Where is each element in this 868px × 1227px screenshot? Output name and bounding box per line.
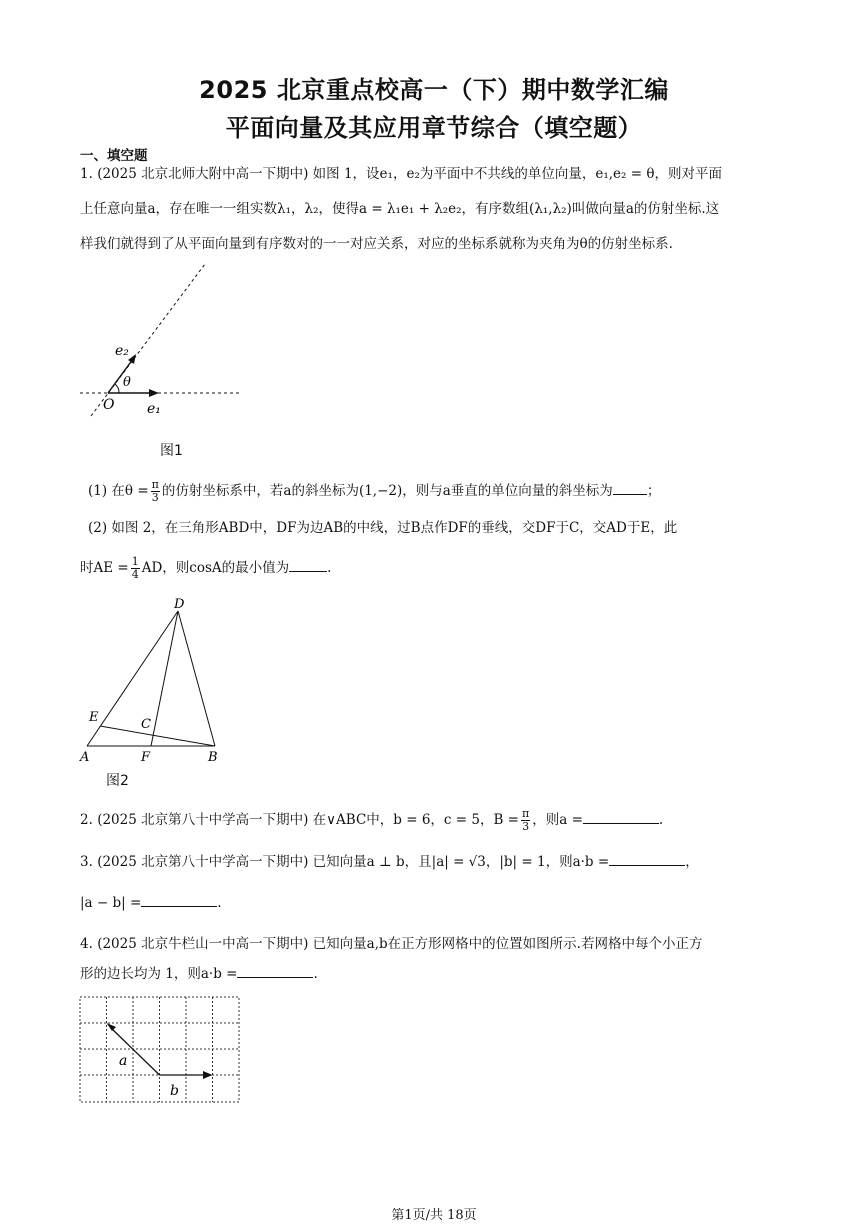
answer-blank[interactable] — [609, 853, 685, 866]
fig2-label-F: F — [141, 750, 151, 765]
q1-sub2-pre: 时AE = — [80, 560, 129, 576]
q1-line1 — [80, 164, 722, 184]
q4-line1 — [80, 934, 702, 954]
fraction-denominator: 3 — [151, 491, 159, 504]
q4-text-2: 形的边长均为 1，则a·b = — [80, 966, 238, 982]
fig2-label-B: B — [208, 750, 218, 765]
q1-sub2-end: . — [327, 560, 332, 576]
q3-line1 — [80, 852, 699, 872]
grid-label-b: b — [170, 1083, 179, 1099]
q1-sub1-pre: (1) 在θ = — [88, 483, 149, 499]
figure-1-affine-axes — [75, 258, 265, 428]
q4-source: (2025 北京牛栏山一中高一下期中) — [97, 936, 309, 952]
document-title-line1: 2025 北京重点校高一（下）期中数学汇编 — [199, 76, 669, 104]
q3-line2-end: . — [217, 895, 222, 911]
q4-line2-end: . — [313, 966, 318, 982]
fraction-denominator: 3 — [522, 820, 530, 833]
q4-line2 — [80, 964, 318, 984]
grid-label-a: a — [119, 1053, 128, 1069]
answer-blank[interactable] — [237, 965, 313, 978]
q1-sub1-fraction — [151, 479, 160, 504]
figure-2-triangle-abd — [75, 595, 235, 770]
fig2-label-D: D — [174, 597, 185, 612]
q3-text-2: |a − b| = — [80, 895, 142, 911]
q2-fraction — [521, 808, 530, 833]
answer-blank[interactable] — [613, 482, 647, 495]
fraction-denominator: 4 — [131, 568, 139, 581]
q1-line3: 样我们就得到了从平面向量到有序数对的一一对应关系，对应的坐标系就称为夹角为θ的仿射坐标系. — [80, 236, 673, 252]
fig1-label-e1: e₁ — [147, 401, 161, 417]
q3-number: 3. — [80, 854, 93, 870]
figure-2-caption: 图2 — [106, 773, 129, 789]
fig2-label-E: E — [89, 710, 99, 725]
q1-sub1-post: 的仿射坐标系中，若a的斜坐标为(1,−2)，则与a垂直的单位向量的斜坐标为 — [161, 483, 613, 499]
fraction-numerator: π — [151, 478, 159, 491]
fraction-numerator: π — [522, 807, 530, 820]
fig1-label-origin: O — [103, 397, 115, 413]
q1-line2: 上任意向量a，存在唯一一组实数λ₁，λ₂，使得a = λ₁e₁ + λ₂e₂，有序数组(λ₁,λ₂)叫做向量a的仿射坐标.这 — [80, 201, 720, 217]
q1-number: 1. — [80, 166, 93, 182]
answer-blank[interactable] — [141, 894, 217, 907]
q3-line2 — [80, 893, 222, 913]
q2-end: . — [658, 812, 664, 828]
q2-number: 2. — [80, 812, 93, 828]
q1-sub2-fraction — [131, 556, 140, 581]
figure-vector-grid — [79, 995, 243, 1105]
q1-sub2-line1: (2) 如图 2，在三角形ABD中，DF为边AB的中线，过B点作DF的垂线，交DF于C，交AD于E，此 — [88, 520, 678, 536]
q2-post: ，则a = — [532, 812, 583, 828]
q3-text-1: 已知向量a ⊥ b，且|a| = √3，|b| = 1，则a·b = — [312, 854, 610, 870]
q4-text-1: 已知向量a,b在正方形网格中的位置如图所示.若网格中每个小正方 — [312, 936, 703, 952]
q1-sub2-line2 — [80, 556, 331, 581]
fig2-label-A: A — [80, 750, 90, 765]
q1-sub2-post: AD，则cosA的最小值为 — [141, 560, 290, 576]
q1-sub1 — [88, 479, 660, 504]
q2-pre: 在∨ABC中，b = 6，c = 5，B = — [312, 812, 519, 828]
page-number: 第1页/共 18页 — [391, 1208, 477, 1223]
q2-line — [80, 808, 663, 833]
figure-1-caption: 图1 — [160, 443, 183, 459]
q3-source: (2025 北京第八十中学高一下期中) — [97, 854, 309, 870]
q3-line1-end: ， — [685, 854, 699, 870]
document-title-line2: 平面向量及其应用章节综合（填空题） — [225, 114, 643, 142]
q4-number: 4. — [80, 936, 93, 952]
fraction-numerator: 1 — [131, 555, 139, 568]
q1-source: (2025 北京北师大附中高一下期中) — [97, 166, 309, 182]
q1-sub1-end: ； — [646, 483, 661, 499]
fig1-label-e2: e₂ — [115, 343, 129, 359]
fig1-label-theta: θ — [123, 375, 131, 390]
q1-text-1: 如图 1，设e₁，e₂为平面中不共线的单位向量，e₁,e₂ = θ，则对平面 — [312, 166, 722, 182]
fig2-label-C: C — [141, 717, 151, 732]
q2-source: (2025 北京第八十中学高一下期中) — [97, 812, 309, 828]
answer-blank[interactable] — [289, 559, 327, 572]
answer-blank[interactable] — [583, 811, 659, 824]
section-heading: 一、填空题 — [80, 148, 148, 164]
